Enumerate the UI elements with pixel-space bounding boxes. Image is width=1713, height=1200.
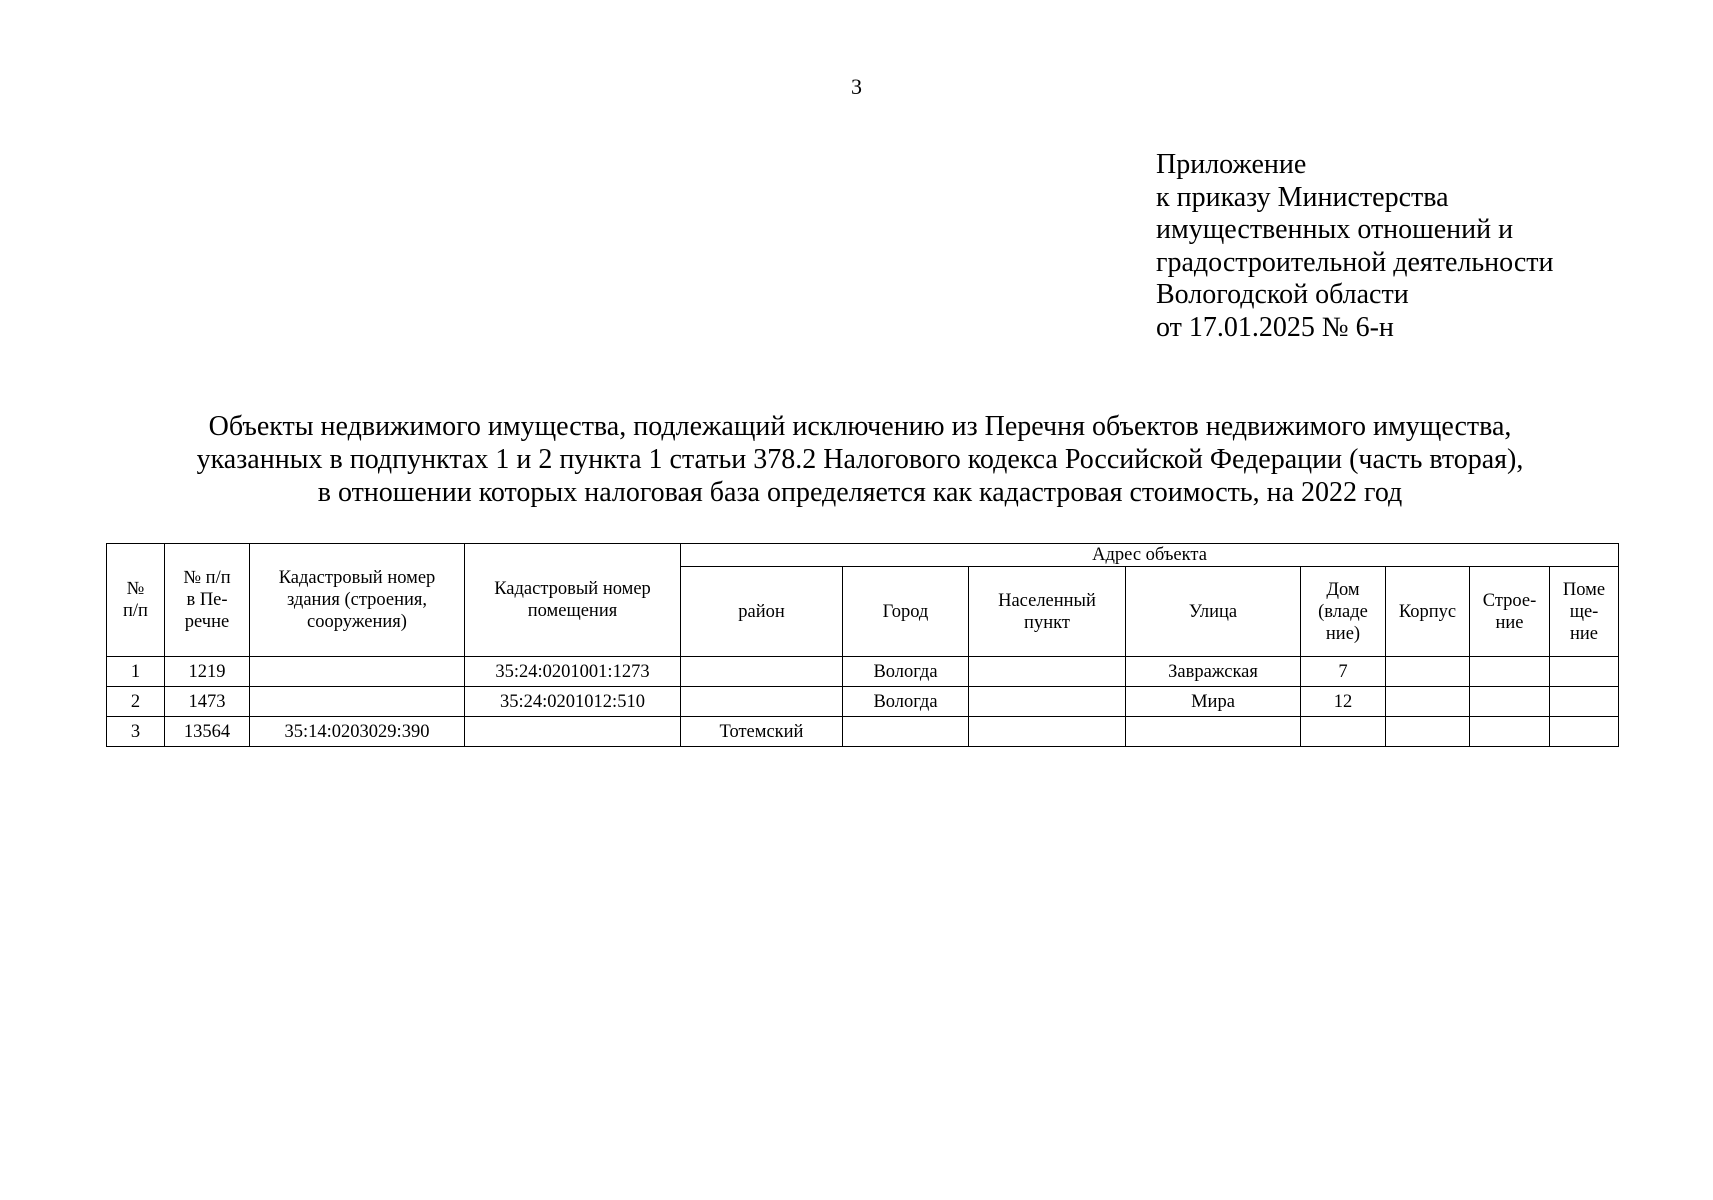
header-building-cadastral: Кадастровый номер здания (строения, сооружения) <box>250 544 465 657</box>
title-line: в отношении которых налоговая база определяется как кадастровая стоимость, на 2022 год <box>317 477 1403 508</box>
cell-district <box>681 687 843 717</box>
cell-street: Завражская <box>1126 657 1301 687</box>
cell-house <box>1301 717 1386 747</box>
appendix-block <box>1156 149 1554 344</box>
cell-house: 12 <box>1301 687 1386 717</box>
header-house: Дом (владе ние) <box>1301 567 1386 657</box>
cell-building-block <box>1386 717 1470 747</box>
cell-room <box>1550 657 1619 687</box>
title-line: указанных в подпунктах 1 и 2 пункта 1 статьи 378.2 Налогового кодекса Российской Федерации (часть вторая), <box>196 444 1524 475</box>
cell-building-cadastral: 35:14:0203029:390 <box>250 717 465 747</box>
objects-table <box>106 543 1619 747</box>
cell-street <box>1126 717 1301 747</box>
cell-building-block <box>1386 687 1470 717</box>
cell-num-in-list: 1473 <box>165 687 250 717</box>
table-row <box>107 657 1619 687</box>
cell-district <box>681 657 843 687</box>
title-line: Объекты недвижимого имущества, подлежащий исключению из Перечня объектов недвижимого имущества, <box>208 411 1512 442</box>
appendix-line: к приказу Министерства <box>1156 181 1449 213</box>
cell-premises-cadastral: 35:24:0201001:1273 <box>465 657 681 687</box>
header-premises-cadastral: Кадастровый номер помещения <box>465 544 681 657</box>
cell-num: 1 <box>107 657 165 687</box>
appendix-line: имущественных отношений и <box>1156 214 1514 245</box>
header-num-in-list: № п/п в Пе- речне <box>165 544 250 657</box>
cell-house: 7 <box>1301 657 1386 687</box>
document-title <box>100 410 1620 509</box>
cell-room <box>1550 687 1619 717</box>
appendix-line: от 17.01.2025 № 6-н <box>1156 311 1394 343</box>
table-row <box>107 687 1619 717</box>
header-room: Поме ще- ние <box>1550 567 1619 657</box>
cell-building-cadastral <box>250 687 465 717</box>
header-address-group: Адрес объекта <box>681 544 1619 567</box>
cell-room <box>1550 717 1619 747</box>
cell-city: Вологда <box>843 657 969 687</box>
header-street: Улица <box>1126 567 1301 657</box>
cell-num-in-list: 13564 <box>165 717 250 747</box>
cell-building-cadastral <box>250 657 465 687</box>
cell-city <box>843 717 969 747</box>
cell-settlement <box>969 657 1126 687</box>
header-city: Город <box>843 567 969 657</box>
cell-district: Тотемский <box>681 717 843 747</box>
cell-num: 2 <box>107 687 165 717</box>
cell-settlement <box>969 717 1126 747</box>
cell-premises-cadastral <box>465 717 681 747</box>
cell-settlement <box>969 687 1126 717</box>
cell-structure <box>1470 687 1550 717</box>
header-settlement: Населенный пункт <box>969 567 1126 657</box>
cell-city: Вологда <box>843 687 969 717</box>
cell-structure <box>1470 657 1550 687</box>
cell-num: 3 <box>107 717 165 747</box>
cell-premises-cadastral: 35:24:0201012:510 <box>465 687 681 717</box>
page-number: 3 <box>851 74 862 99</box>
header-structure: Строе- ние <box>1470 567 1550 657</box>
header-building-block: Корпус <box>1386 567 1470 657</box>
cell-street: Мира <box>1126 687 1301 717</box>
appendix-line: Вологодской области <box>1156 279 1409 310</box>
appendix-line: градостроительной деятельности <box>1156 246 1554 278</box>
header-district: район <box>681 567 843 657</box>
cell-structure <box>1470 717 1550 747</box>
appendix-line: Приложение <box>1156 149 1307 180</box>
header-num: № п/п <box>107 544 165 657</box>
cell-building-block <box>1386 657 1470 687</box>
cell-num-in-list: 1219 <box>165 657 250 687</box>
table-row <box>107 717 1619 747</box>
